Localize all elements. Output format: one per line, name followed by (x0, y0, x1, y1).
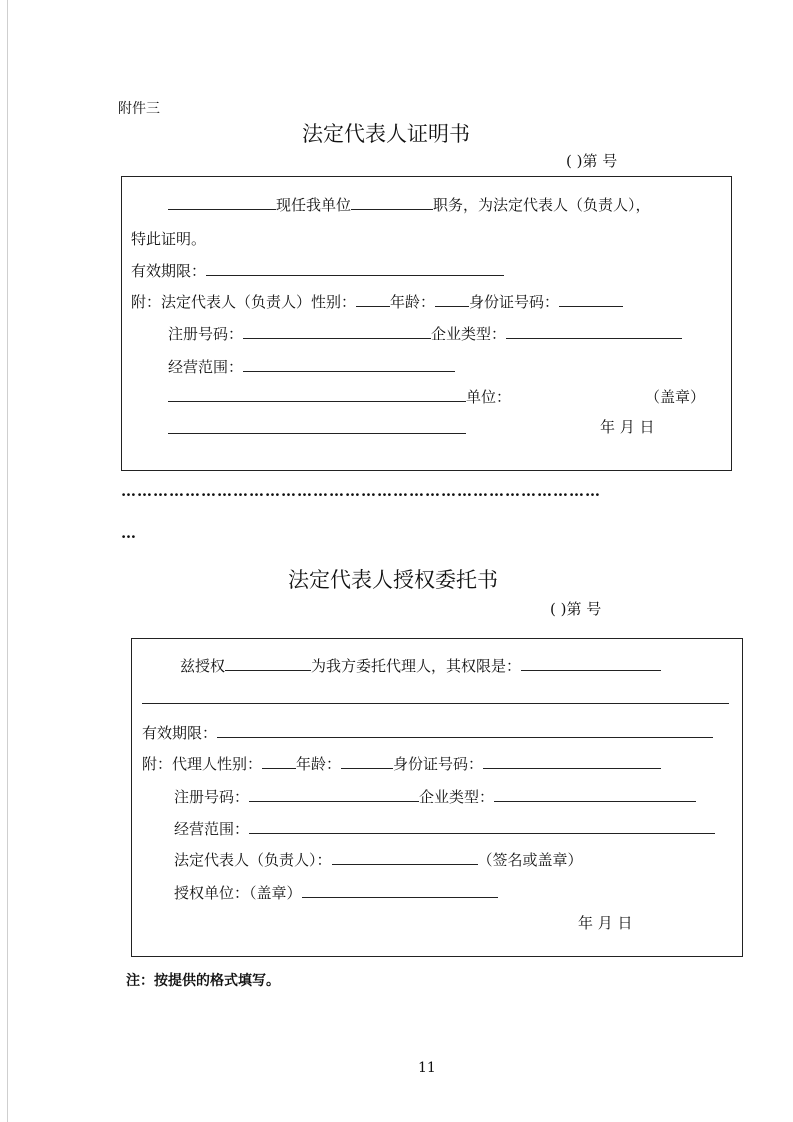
auth-sign-label: （签名或盖章） (477, 851, 583, 869)
auth-agent-blank[interactable] (225, 655, 311, 671)
auth-unit-row (174, 882, 498, 903)
attachment-label: 附件三 (118, 101, 160, 117)
page-number: 11 (418, 1060, 436, 1076)
auth-line1-b: 为我方委托代理人，其权限是： (311, 657, 522, 675)
cert-id-blank[interactable] (559, 291, 623, 307)
cert-position-blank[interactable] (351, 194, 433, 210)
cert-date-label: 年 月 日 (600, 418, 655, 436)
auth-scope-blank-b[interactable] (142, 703, 729, 704)
auth-annex-row (142, 753, 661, 774)
auth-scope-row (174, 818, 715, 839)
auth-validity-row (142, 722, 713, 743)
cert-type-blank[interactable] (506, 323, 682, 339)
cert-annex-age-label: 年龄： (390, 293, 436, 311)
auth-scope-label: 经营范围： (174, 820, 250, 838)
cert-annex-gender-label: 附：法定代表人（负责人）性别： (131, 293, 357, 311)
cert-seal-label: （盖章） (645, 388, 706, 406)
auth-line1-a: 兹授权 (180, 657, 226, 675)
cert-line2: 特此证明。 (131, 230, 207, 248)
auth-type-blank[interactable] (494, 786, 696, 802)
auth-validity-label: 有效期限： (142, 724, 218, 742)
auth-annex-id-label: 身份证号码： (393, 755, 484, 773)
cert-line1-b: 职务，为法定代表人（负责人）， (433, 196, 651, 214)
auth-annex-gender-label: 附：代理人性别： (142, 755, 263, 773)
cert-line1-a: 现任我单位 (276, 196, 352, 214)
auth-number-label: ( )第 号 (550, 600, 602, 618)
separator-dots: ……………………………………………………………………………… (121, 482, 601, 500)
cert-title: 法定代表人证明书 (302, 122, 470, 146)
cert-reg-label: 注册号码： (168, 325, 244, 343)
auth-scope-blank-a[interactable] (521, 655, 661, 671)
cert-type-label: 企业类型： (431, 325, 507, 343)
cert-reg-blank[interactable] (243, 323, 431, 339)
auth-reg-blank[interactable] (249, 786, 419, 802)
cert-line1 (168, 194, 651, 215)
auth-line1 (180, 655, 661, 676)
cert-scope-label: 经营范围： (168, 358, 244, 376)
auth-unit-blank[interactable] (302, 882, 498, 898)
auth-title: 法定代表人授权委托书 (288, 568, 498, 592)
auth-reg-label: 注册号码： (174, 788, 250, 806)
auth-type-label: 企业类型： (419, 788, 495, 806)
scan-edge (7, 0, 8, 1122)
cert-reg-row (168, 323, 682, 344)
cert-annex-id-label: 身份证号码： (469, 293, 560, 311)
cert-unit-blank-2-row (168, 418, 466, 438)
cert-unit-blank[interactable] (168, 386, 466, 402)
auth-age-blank[interactable] (341, 753, 393, 769)
auth-validity-blank[interactable] (217, 722, 713, 738)
cert-scope-row (168, 356, 455, 377)
auth-unit-label: 授权单位：（盖章） (174, 884, 302, 902)
cert-number-label: ( )第 号 (566, 152, 618, 170)
cert-unit-row (168, 386, 511, 407)
cert-scope-blank[interactable] (243, 356, 455, 372)
auth-annex-age-label: 年龄： (296, 755, 342, 773)
cert-validity-row (131, 260, 504, 281)
cert-gender-blank[interactable] (356, 291, 390, 307)
cert-unit-blank-2[interactable] (168, 418, 466, 434)
cert-unit-label: 单位： (466, 388, 512, 406)
cert-name-blank[interactable] (168, 194, 276, 210)
auth-business-scope-blank[interactable] (249, 818, 715, 834)
auth-rep-blank[interactable] (332, 849, 478, 865)
auth-date-label: 年 月 日 (578, 914, 633, 932)
auth-id-blank[interactable] (483, 753, 661, 769)
auth-gender-blank[interactable] (262, 753, 296, 769)
cert-validity-blank[interactable] (206, 260, 504, 276)
auth-rep-label: 法定代表人（负责人）： (174, 851, 332, 869)
auth-rep-row (174, 849, 583, 870)
auth-reg-row (174, 786, 696, 807)
separator-dots-2: … (121, 524, 137, 542)
cert-age-blank[interactable] (435, 291, 469, 307)
cert-annex-row (131, 291, 623, 312)
footnote: 注：按提供的格式填写。 (126, 973, 280, 989)
cert-validity-label: 有效期限： (131, 262, 207, 280)
